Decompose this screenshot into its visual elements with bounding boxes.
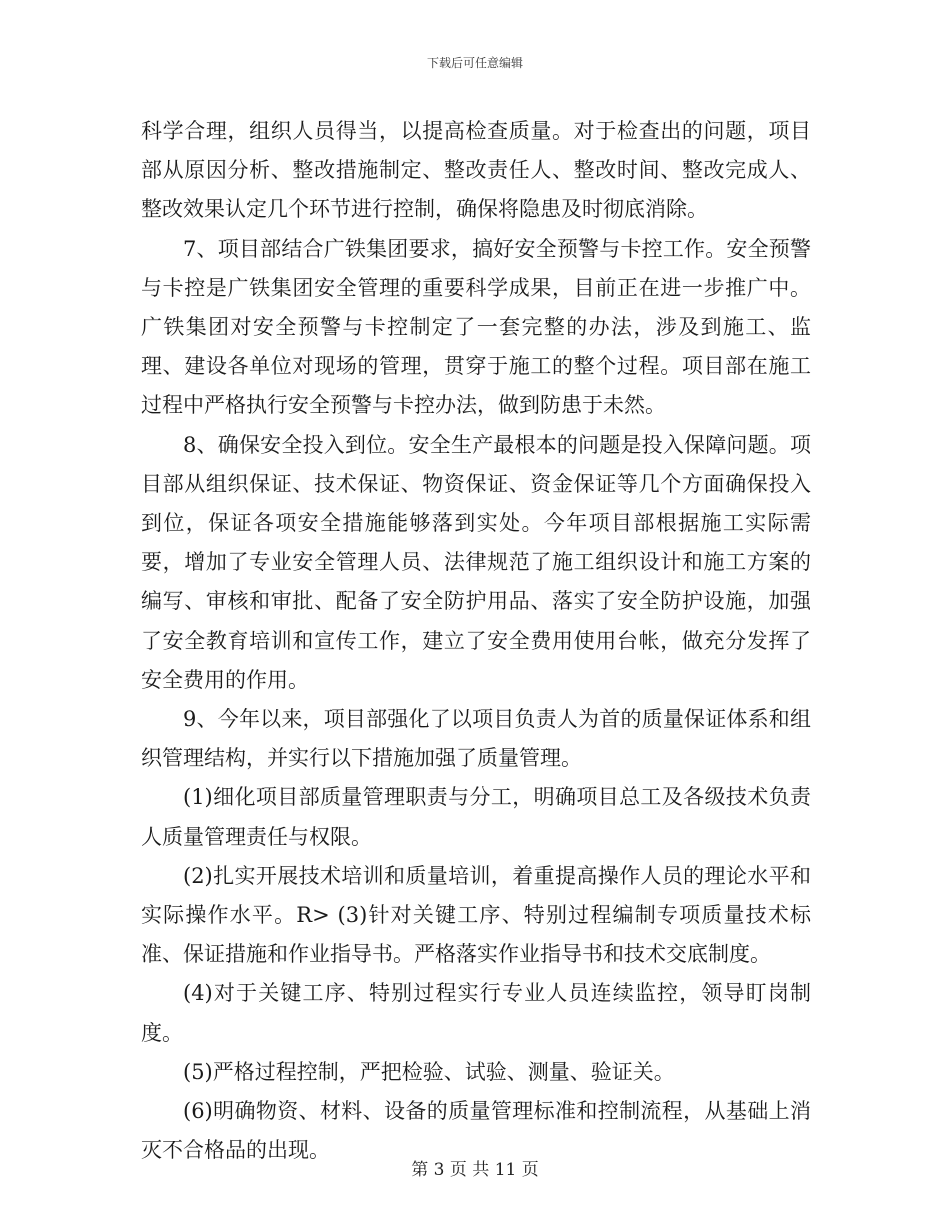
paragraph-continuation: 科学合理，组织人员得当，以提高检查质量。对于检查出的问题，项目部从原因分析、整改措施制定、整改责任人、整改时间、整改完成人、整改效果认定几个环节进行控制，确保将隐患及时彻底消除。 (141, 119, 811, 222)
paragraph-item-7: 7、项目部结合广铁集团要求，搞好安全预警与卡控工作。安全预警与卡控是广铁集团安全管理的重要科学成果，目前正在进一步推广中。广铁集团对安全预警与卡控制定了一套完整的办法，涉及到施工、监理、建设各单位对现场的管理，贯穿于施工的整个过程。项目部在施工过程中严格执行安全预警与卡控办法，做到防患于未然。 (141, 236, 811, 418)
paragraph-item-9: 9、今年以来，项目部强化了以项目负责人为首的质量保证体系和组织管理结构，并实行以下措施加强了质量管理。 (141, 707, 811, 771)
paragraph-subitem-2-3: (2)扎实开展技术培训和质量培训，着重提高操作人员的理论水平和实际操作水平。R> (3)针对关键工序、特别过程编制专项质量技术标准、保证措施和作业指导书。严格落实作业指导书和技术交底制度。 (141, 863, 811, 967)
paragraph-item-8: 8、确保安全投入到位。安全生产最根本的问题是投入保障问题。项目部从组织保证、技术保证、物资保证、资金保证等几个方面确保投入到位，保证各项安全措施能够落到实处。今年项目部根据施工实际需要，增加了专业安全管理人员、法律规范了施工组织设计和施工方案的编写、审核和审批、配备了安全防护用品、落实了安全防护设施，加强了安全教育培训和宣传工作，建立了安全费用使用台帐，做充分发挥了安全费用的作用。 (141, 432, 811, 692)
paragraph-subitem-6: (6)明确物资、材料、设备的质量管理标准和控制流程，从基础上消灭不合格品的出现。 (141, 1099, 811, 1163)
page-number-footer: 第 3 页 共 11 页 (411, 1160, 539, 1180)
page-header-note: 下载后可任意编辑 (426, 56, 523, 70)
document-body (141, 112, 811, 1170)
paragraph-subitem-4: (4)对于关键工序、特别过程实行专业人员连续监控，领导盯岗制度。 (141, 981, 811, 1045)
paragraph-subitem-1: (1)细化项目部质量管理职责与分工，明确项目总工及各级技术负责人质量管理责任与权限。 (141, 785, 811, 849)
paragraph-subitem-5: (5)严格过程控制，严把检验、试验、测量、验证关。 (183, 1059, 675, 1084)
